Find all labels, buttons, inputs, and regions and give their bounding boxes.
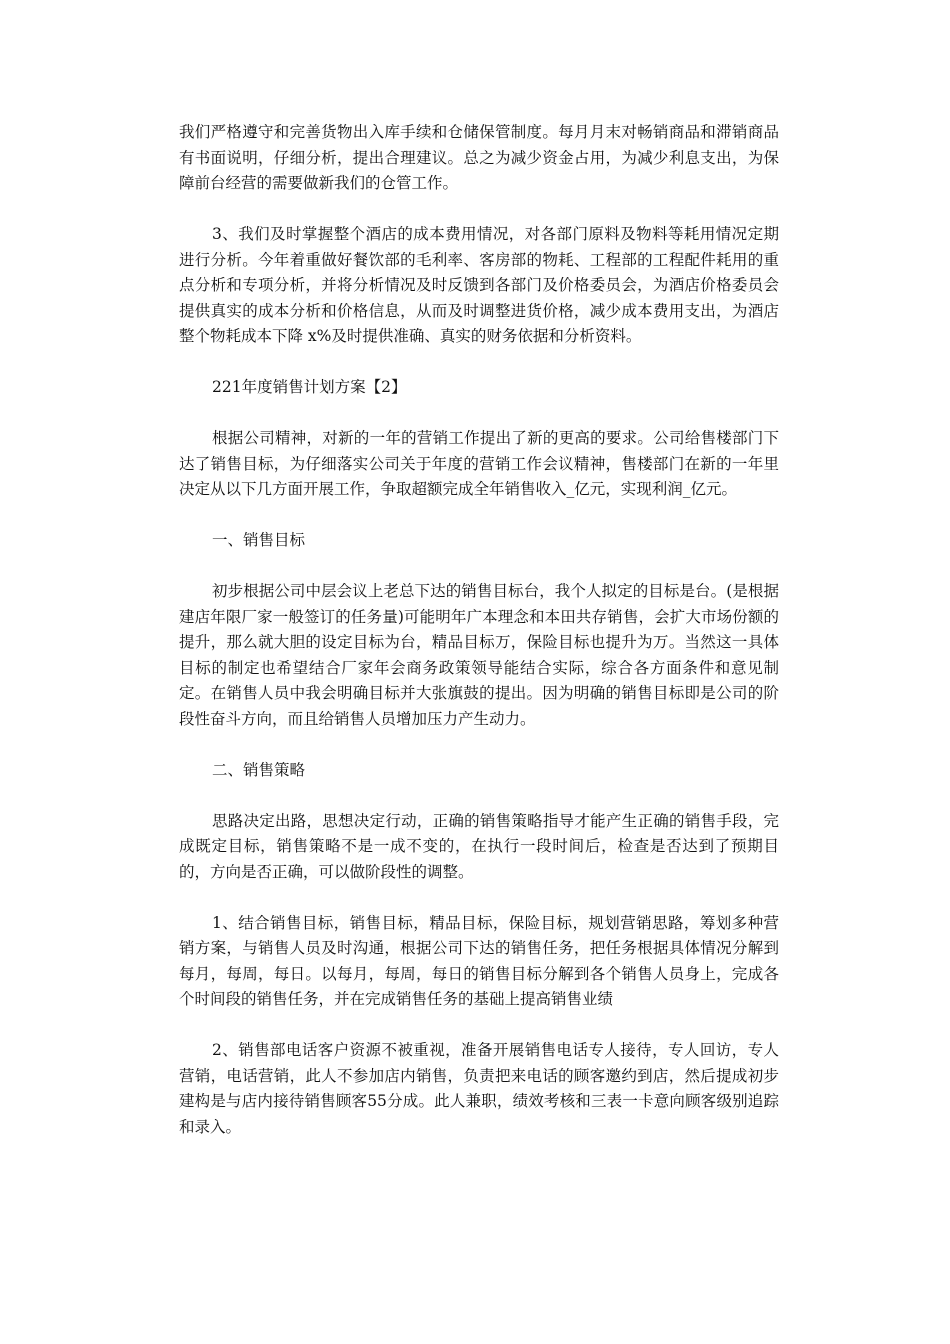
paragraph-warehouse-management: 我们严格遵守和完善货物出入库手续和仓储保管制度。每月月末对畅销商品和滞销商品有书面说明，仔细分析，提出合理建议。总之为减少资金占用，为减少利息支出，为保障前台经营的需要做新我们的仓管工作。	[179, 123, 779, 192]
paragraph-strategy-item-1: 1、结合销售目标，销售目标，精品目标，保险目标，规划营销思路，筹划多种营销方案，与销售人员及时沟通，根据公司下达的销售任务，把任务根据具体情况分解到每月，每周，每日。以每月，每周，每日的销售目标分解到各个销售人员身上，完成各个时间段的销售任务，并在完成销售任务的基础上提高销售业绩	[179, 913, 779, 1008]
heading-sales-target: 一、销售目标	[212, 531, 306, 549]
paragraph-sales-target: 初步根据公司中层会议上老总下达的销售目标台，我个人拟定的目标是台。(是根据建店年限厂家一般签订的任务量)可能明年广本理念和本田共存销售，会扩大市场份额的提升，那么就大胆的设定目标为台，精品目标万，保险目标也提升为万。当然这一具体目标的制定也希望结合厂家年会商务政策领导能结合实际，综合各方面条件和意见制定。在销售人员中我会明确目标并大张旗鼓的提出。因为明确的销售目标即是公司的阶段性奋斗方向，而且给销售人员增加压力产生动力。	[179, 582, 779, 728]
paragraph-sales-strategy: 思路决定出路，思想决定行动，正确的销售策略指导才能产生正确的销售手段，完成既定目标，销售策略不是一成不变的，在执行一段时间后，检查是否达到了预期目的，方向是否正确，可以做阶段性的调整。	[179, 811, 779, 881]
document-body	[179, 120, 779, 1166]
paragraph-strategy-item-2: 2、销售部电话客户资源不被重视，准备开展销售电话专人接待，专人回访，专人营销，电话营销，此人不参加店内销售，负责把来电话的顾客邀约到店，然后提成初步建构是与店内接待销售顾客55分成。此人兼职，绩效考核和三表一卡意向顾客级别追踪和录入。	[179, 1041, 779, 1136]
paragraph-cost-analysis: 3、我们及时掌握整个酒店的成本费用情况，对各部门原料及物料等耗用情况定期进行分析。今年着重做好餐饮部的毛利率、客房部的物耗、工程部的工程配件耗用的重点分析和专项分析，并将分析情况及时反馈到各部门及价格委员会，为酒店价格委员会提供真实的成本分析和价格信息，从而及时调整进货价格，减少成本费用支出，为酒店整个物耗成本下降 x%及时提供准确、真实的财务依据和分析资料。	[179, 225, 779, 345]
section-heading-sales-plan: 221年度销售计划方案【2】	[212, 378, 407, 396]
heading-sales-strategy: 二、销售策略	[212, 760, 306, 779]
paragraph-sales-intro: 根据公司精神，对新的一年的营销工作提出了新的更高的要求。公司给售楼部门下达了销售目标，为仔细落实公司关于年度的营销工作会议精神，售楼部门在新的一年里决定从以下几方面开展工作，争取超额完成全年销售收入_亿元，实现利润_亿元。	[179, 429, 779, 498]
